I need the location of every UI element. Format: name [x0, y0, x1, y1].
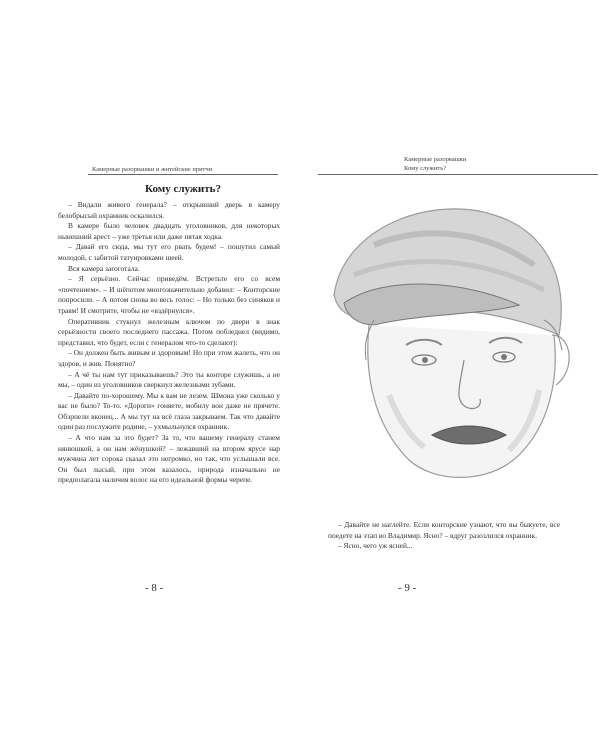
man-in-cap-illustration — [314, 185, 579, 505]
paragraph: – Давай его сюда, мы тут его рвать будем! – пошутил самый молодой, с забитой татуировками шеей. — [58, 242, 280, 262]
paragraph: Оперативник стукнул железным ключом по двери в знак серьёзности своего последнего пассажа. Потом побледнел (видимо, представил, что будет, если с генералом что-то сделают): — [58, 316, 280, 347]
body-text — [328, 520, 560, 552]
paragraph: Вся камера загоготала. — [68, 263, 140, 273]
left-page — [0, 140, 290, 620]
paragraph: – Давайте по-хорошему. Мы к вам не лезем. Шмона уже сколько у вас не было? То-то. «Дороги» гоняете, мобилу вон даже не прячете. Обэрпели вконец... А мы тут на всё глаза закрываем. Так что давайте один раз послужите родине, – ухмыльнулся охранник. — [58, 390, 280, 432]
header-rule — [88, 174, 278, 175]
right-pupil — [501, 354, 507, 360]
paragraph: – Давайте не наглейте. Если конторские узнают, что вы быкуете, все поедете на этап во Владимир. Ясно? – вдруг разозлился охранник. — [328, 520, 560, 540]
paragraph: – Ясно, чего уж ясней... — [338, 541, 413, 551]
paragraph: В камере было человек двадцать уголовников, для некоторых нынешний арест – уже третья или даже пятая ходка. — [58, 221, 280, 241]
page-number: - 9 - — [398, 582, 417, 594]
running-head — [404, 156, 584, 173]
paragraph: – А чё ты нам тут приказываешь? Это ты конторе служишь, а не мы, – один из уголовников сверкнул железными зубами. — [58, 369, 280, 390]
chapter-title: Кому служить? — [145, 183, 221, 195]
paragraph: – А что нам за это будет? За то, что вашему генералу станем нянюшкой, а он нам жёнушкой? – лежавший на втором ярусе нар мужчина лет сорока сказал это негромко, но так, что услышали все. Он был лысый, при этом казалось, природа изначально не предполагала наличия волос на его идеальной формы черепе. — [58, 433, 280, 485]
left-pupil — [422, 357, 428, 363]
running-head-line: Кому служить? — [404, 164, 447, 172]
paragraph: – Видали живого генерала? – открывший дверь в камеру белобрысый охранник оскалился. — [58, 200, 280, 220]
page-number: - 8 - — [145, 582, 164, 594]
body-text — [58, 200, 280, 486]
running-head-line: Камерные разорвашки — [404, 156, 467, 163]
running-head: Камерные разорвашки и житейские притчи — [92, 166, 213, 173]
paragraph: – Он должен быть живым и здоровым! Но при этом жалеть, что он здоров, и жив. Понятно? — [58, 348, 280, 368]
header-rule — [318, 174, 598, 175]
face-outline — [368, 325, 555, 477]
paragraph: – Я серьёзно. Сейчас приведём. Встретьте его со всем «почтением». – И шёпотом многозначительно добавил: – Конторские попросили. – А потом снова во весь голос: – Но только без синяков и травм! И смотрите, чтобы не «вздёрнулся». — [58, 274, 280, 315]
right-page — [300, 140, 590, 620]
